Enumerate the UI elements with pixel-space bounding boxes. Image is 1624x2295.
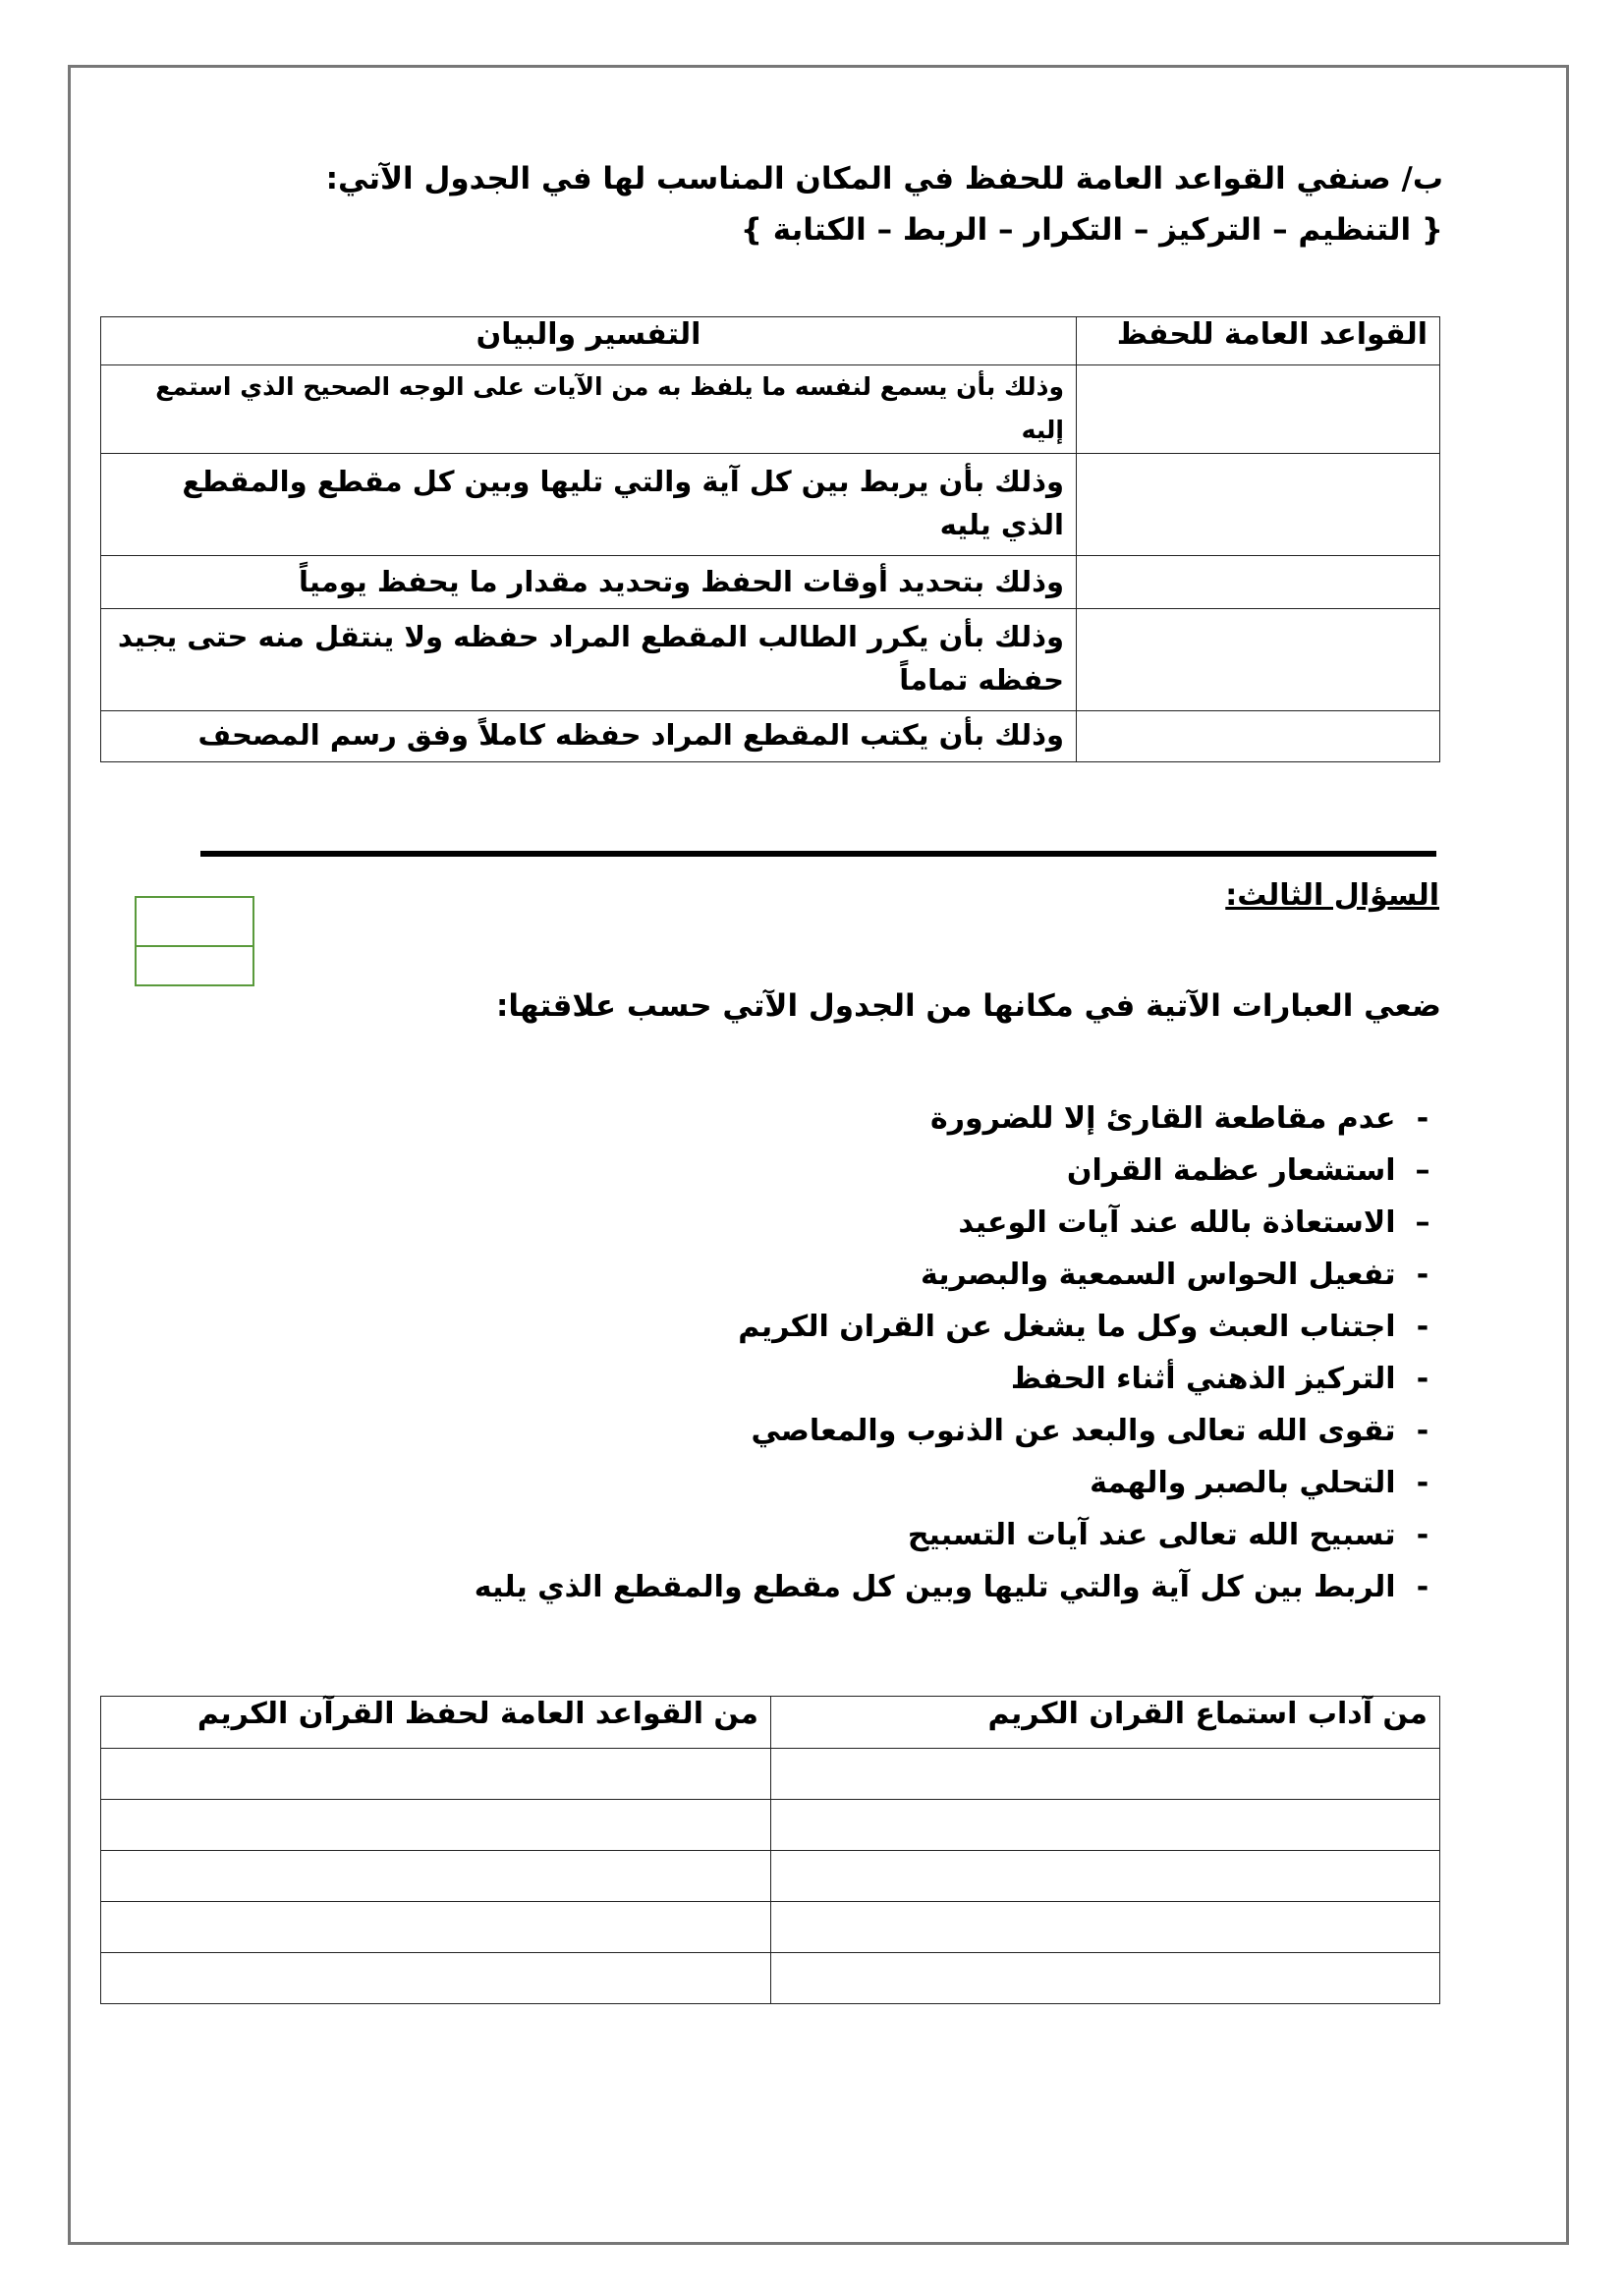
list-item: – استشعار عظمة القران	[1066, 1153, 1430, 1188]
list-item: - الربط بين كل آية والتي تليها وبين كل مقطع والمقطع الذي يليه	[474, 1570, 1429, 1604]
header-listening-etiquette: من آداب استماع القران الكريم	[771, 1697, 1440, 1749]
question3-title: السؤال الثالث:	[1225, 878, 1439, 913]
answer-cell[interactable]	[771, 1851, 1440, 1902]
part-b-title: ب/ صنفي القواعد العامة للحفظ في المكان المناسب لها في الجدول الآتي:	[325, 161, 1443, 196]
score-box-bottom[interactable]	[135, 945, 254, 986]
table-header-row	[101, 317, 1440, 365]
table-row	[101, 556, 1440, 609]
statements-list	[475, 1092, 1439, 1613]
table-row	[101, 609, 1440, 711]
answer-cell[interactable]	[101, 1902, 771, 1953]
answer-cell[interactable]	[101, 1953, 771, 2004]
list-item: - تقوى الله تعالى والبعد عن الذنوب والمعاصي	[751, 1414, 1429, 1448]
answer-cell[interactable]	[771, 1902, 1440, 1953]
answer-cell[interactable]	[1077, 556, 1440, 609]
answer-cell[interactable]	[1077, 609, 1440, 711]
answer-cell[interactable]	[101, 1800, 771, 1851]
explanation-cell: وذلك بأن يكرر الطالب المقطع المراد حفظه ولا ينتقل منه حتى يجيد حفظه تماماً	[101, 609, 1077, 711]
table-row	[101, 1800, 1440, 1851]
list-item: - التركيز الذهني أثناء الحفظ	[1010, 1362, 1429, 1396]
answer-cell[interactable]	[101, 1851, 771, 1902]
header-rules: القواعد العامة للحفظ	[1077, 317, 1440, 365]
answer-cell[interactable]	[771, 1953, 1440, 2004]
explanation-cell: وذلك بأن يكتب المقطع المراد حفظه كاملاً وفق رسم المصحف	[101, 711, 1077, 762]
explanation-cell: وذلك بأن يربط بين كل آية والتي تليها وبين كل مقطع والمقطع الذي يليه	[101, 454, 1077, 556]
answer-cell[interactable]	[771, 1749, 1440, 1800]
explanation-cell: وذلك بأن يسمع لنفسه ما يلفظ به من الآيات على الوجه الصحيح الذي استمع إليه	[101, 365, 1077, 454]
memorization-rules-table	[100, 316, 1440, 762]
explanation-cell: وذلك بتحديد أوقات الحفظ وتحديد مقدار ما يحفظ يومياً	[101, 556, 1077, 609]
list-item: – الاستعاذة بالله عند آيات الوعيد	[958, 1205, 1430, 1240]
table-row	[101, 454, 1440, 556]
answer-cell[interactable]	[101, 1749, 771, 1800]
list-item: - تفعيل الحواس السمعية والبصرية	[921, 1258, 1429, 1292]
header-explanation: التفسير والبيان	[101, 317, 1077, 365]
table-row	[101, 365, 1440, 454]
list-item: - التحلي بالصبر والهمة	[1090, 1466, 1429, 1500]
table-row	[101, 1851, 1440, 1902]
score-box-top[interactable]	[135, 896, 254, 947]
answer-cell[interactable]	[1077, 454, 1440, 556]
table-header-row	[101, 1697, 1440, 1749]
question3-instruction: ضعي العبارات الآتية في مكانها من الجدول الآتي حسب علاقتها:	[495, 988, 1441, 1024]
header-memorization-rules: من القواعد العامة لحفظ القرآن الكريم	[101, 1697, 771, 1749]
section-divider	[200, 851, 1436, 857]
table-row	[101, 711, 1440, 762]
table-row	[101, 1749, 1440, 1800]
answer-cell[interactable]	[1077, 711, 1440, 762]
list-item: - تسبيح الله تعالى عند آيات التسبيح	[907, 1518, 1429, 1552]
list-item: - عدم مقاطعة القارئ إلا للضرورة	[929, 1101, 1429, 1136]
table-row	[101, 1902, 1440, 1953]
part-b-options: { التنظيم – التركيز – التكرار – الربط – الكتابة }	[740, 212, 1443, 248]
table-row	[101, 1953, 1440, 2004]
classification-table	[100, 1696, 1440, 2004]
list-item: - اجتناب العبث وكل ما يشغل عن القران الكريم	[738, 1310, 1429, 1344]
answer-cell[interactable]	[771, 1800, 1440, 1851]
answer-cell[interactable]	[1077, 365, 1440, 454]
